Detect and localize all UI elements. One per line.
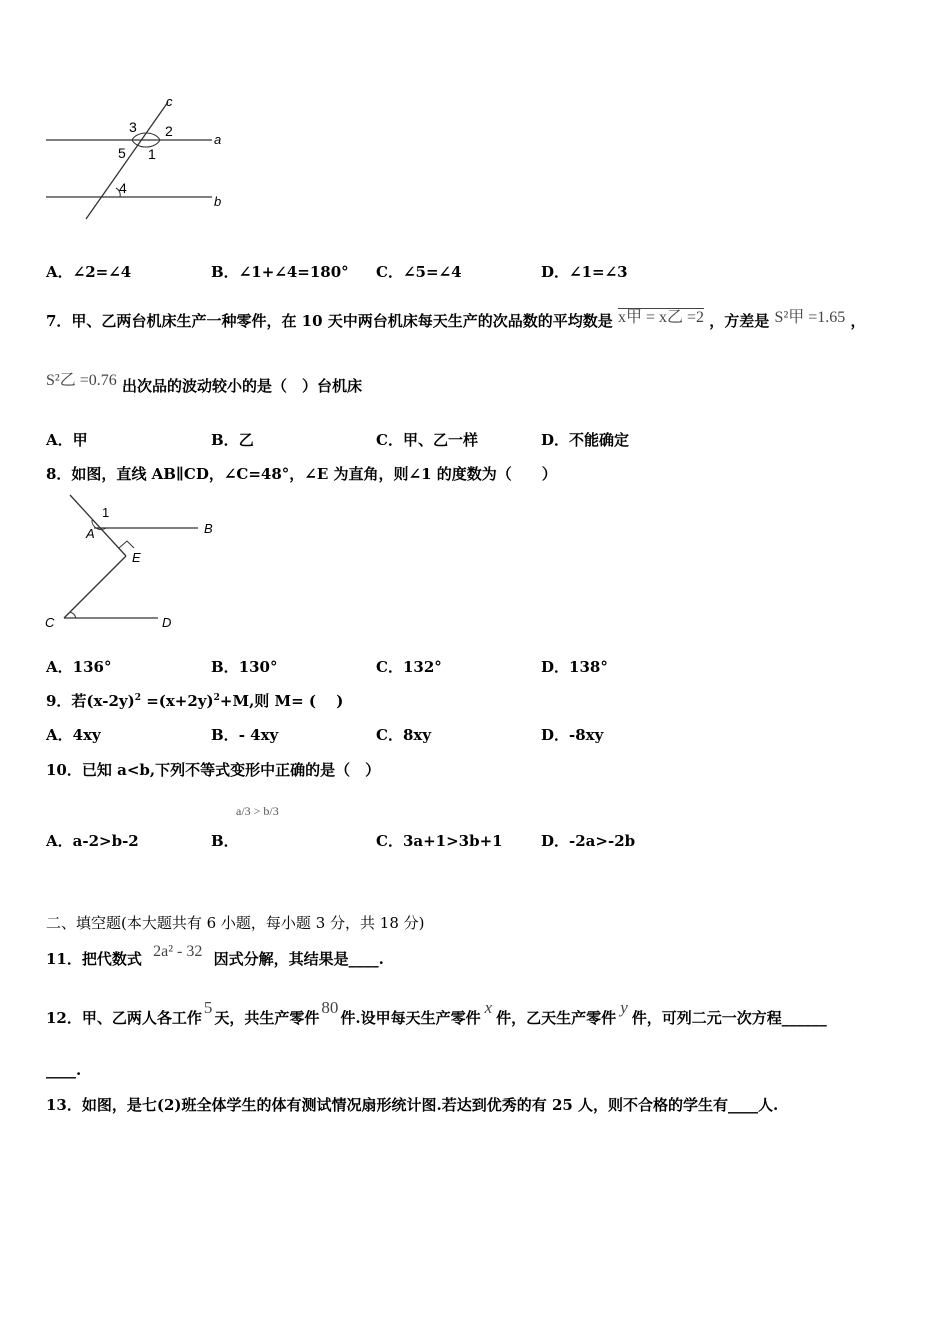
q8-option-a[interactable] <box>46 656 111 677</box>
q9-stem-part-c: +M,则 M= ( ) <box>219 692 344 710</box>
q6-option-d[interactable] <box>541 261 628 282</box>
label-a: a <box>214 132 222 147</box>
angle-figure <box>40 490 230 635</box>
label-b: b <box>214 194 222 209</box>
q7-stem-text-3: 出次品的波动较小的是（ ）台机床 <box>121 377 362 395</box>
line-ec <box>64 556 126 618</box>
label-e: E <box>132 550 141 565</box>
option-letter: D． <box>541 726 570 744</box>
option-text: 3a+1>3b+1 <box>402 832 503 850</box>
option-text: 138° <box>569 658 608 676</box>
q7-stem-text-2: ，方差是 <box>709 312 770 330</box>
option-letter: A． <box>46 726 73 744</box>
option-text: 8xy <box>402 726 432 744</box>
option-letter: B． <box>211 832 239 850</box>
q7-stem-text: 7．甲、乙两台机床生产一种零件，在 10 天中两台机床每天生产的次品数的平均数是 <box>46 312 613 330</box>
q6-option-b[interactable] <box>211 261 349 282</box>
label-1: 1 <box>102 505 110 520</box>
option-text: ∠2=∠4 <box>72 263 132 281</box>
option-letter: C． <box>376 726 403 744</box>
q12-total: 80 <box>321 998 339 1017</box>
option-text: 不能确定 <box>569 431 630 449</box>
q11-stem <box>46 943 384 969</box>
label-3: 3 <box>129 119 137 135</box>
option-text: ∠1=∠3 <box>569 263 628 281</box>
q7-comma: ， <box>850 312 866 330</box>
q7-option-a[interactable] <box>46 429 88 450</box>
option-text: -8xy <box>569 726 604 744</box>
q12-part-3: 件.设甲每天生产零件 <box>340 1009 481 1027</box>
option-letter: A． <box>46 263 73 281</box>
q12-part-4: 件，乙天生产零件 <box>496 1009 617 1027</box>
option-text: 甲 <box>72 431 88 449</box>
q12-days: 5 <box>203 998 213 1017</box>
q7-option-d[interactable] <box>541 429 629 450</box>
option-text: -2a>-2b <box>569 832 636 850</box>
option-letter: B． <box>211 726 239 744</box>
q9-option-c[interactable] <box>376 724 431 745</box>
option-letter: D． <box>541 431 570 449</box>
q11-suffix: 因式分解，其结果是____. <box>213 950 384 968</box>
q6-option-c[interactable] <box>376 261 462 282</box>
q10-option-d[interactable] <box>541 830 635 851</box>
q10-option-a[interactable] <box>46 830 139 851</box>
option-letter: B． <box>211 431 239 449</box>
label-4: 4 <box>119 180 127 196</box>
option-text: 130° <box>238 658 278 676</box>
q8-stem: 8．如图，直线 AB∥CD，∠C=48°，∠E 为直角，则∠1 的度数为（ ） <box>46 465 557 483</box>
option-text: 4xy <box>72 726 101 744</box>
q7-stem-line2 <box>46 373 362 396</box>
q10-stem: 10．已知 a<b,下列不等式变形中正确的是（ ） <box>46 761 381 779</box>
q6-option-a[interactable] <box>46 261 131 282</box>
parallel-lines-figure <box>40 92 240 227</box>
q12-stem <box>46 998 827 1028</box>
option-text: ∠5=∠4 <box>402 263 462 281</box>
right-angle-mark <box>119 541 134 548</box>
option-letter: D． <box>541 263 570 281</box>
q10-option-b-formula: a/3 > b/3 <box>236 804 279 818</box>
label-2: 2 <box>165 123 173 139</box>
label-c: C <box>45 615 55 630</box>
q7-mean-formula: x甲 = x乙 =2 <box>618 309 705 326</box>
q9-stem <box>46 690 343 711</box>
q12-var-x: x <box>484 998 493 1017</box>
q12-part-2: 天，共生产零件 <box>214 1009 320 1027</box>
label-d: D <box>162 615 172 630</box>
option-text: 136° <box>72 658 112 676</box>
q9-option-a[interactable] <box>46 724 101 745</box>
option-letter: B． <box>211 263 239 281</box>
q9-stem-part-a: 9．若(x-2y) <box>46 692 135 710</box>
option-letter: C． <box>376 658 403 676</box>
q7-option-b[interactable] <box>211 429 254 450</box>
label-a: A <box>86 526 95 541</box>
option-text: ∠1+∠4=180° <box>238 263 349 281</box>
q12-var-y: y <box>620 998 628 1017</box>
q9-stem-part-b: =(x+2y) <box>140 692 214 710</box>
q10-option-b[interactable] <box>211 830 239 851</box>
q8-option-d[interactable] <box>541 656 608 677</box>
label-c: c <box>166 94 173 109</box>
option-letter: C． <box>376 263 403 281</box>
section-title-fill-in: 二、填空题(本大题共有 6 小题，每小题 3 分，共 18 分) <box>46 914 425 932</box>
q8-option-c[interactable] <box>376 656 442 677</box>
q8-option-b[interactable] <box>211 656 278 677</box>
option-text: 甲、乙一样 <box>402 431 478 449</box>
option-letter: A． <box>46 658 73 676</box>
q12-part-5: 件，可列二元一次方程______ <box>631 1009 827 1027</box>
option-letter: D． <box>541 658 570 676</box>
q11-formula: 2a² - 32 <box>153 943 203 960</box>
q7-variance-yi: S²乙 =0.76 <box>46 372 117 389</box>
option-letter: A． <box>46 832 73 850</box>
q11-prefix: 11．把代数式 <box>46 950 142 968</box>
option-letter: B． <box>211 658 239 676</box>
q7-variance-jia: S²甲 =1.65 <box>774 309 846 326</box>
option-letter: C． <box>376 431 403 449</box>
q9-option-d[interactable] <box>541 724 603 745</box>
label-5: 5 <box>118 145 126 161</box>
option-letter: C． <box>376 832 403 850</box>
option-letter: A． <box>46 431 73 449</box>
option-letter: D． <box>541 832 570 850</box>
label-b: B <box>204 521 213 536</box>
q7-option-c[interactable] <box>376 429 478 450</box>
option-text: 132° <box>402 658 442 676</box>
q9-exponent-2: 2 <box>213 693 220 703</box>
angle-c-arc <box>70 612 76 618</box>
q12-answer-blank[interactable]: ____. <box>46 1061 82 1079</box>
label-1: 1 <box>148 146 156 162</box>
option-text: 乙 <box>238 431 254 449</box>
q12-part-1: 12．甲、乙两人各工作 <box>46 1009 202 1027</box>
line-ae <box>70 495 126 556</box>
q13-stem: 13．如图，是七(2)班全体学生的体有测试情况扇形统计图.若达到优秀的有 25 人，则不合格的学生有____人. <box>46 1096 779 1114</box>
option-text: a-2>b-2 <box>72 832 139 850</box>
q10-option-c[interactable] <box>376 830 503 851</box>
q9-option-b[interactable] <box>211 724 278 745</box>
q7-stem <box>46 308 866 331</box>
option-text: - 4xy <box>238 726 279 744</box>
q9-exponent-1: 2 <box>134 693 141 703</box>
angle-arc-bottom <box>132 140 160 147</box>
